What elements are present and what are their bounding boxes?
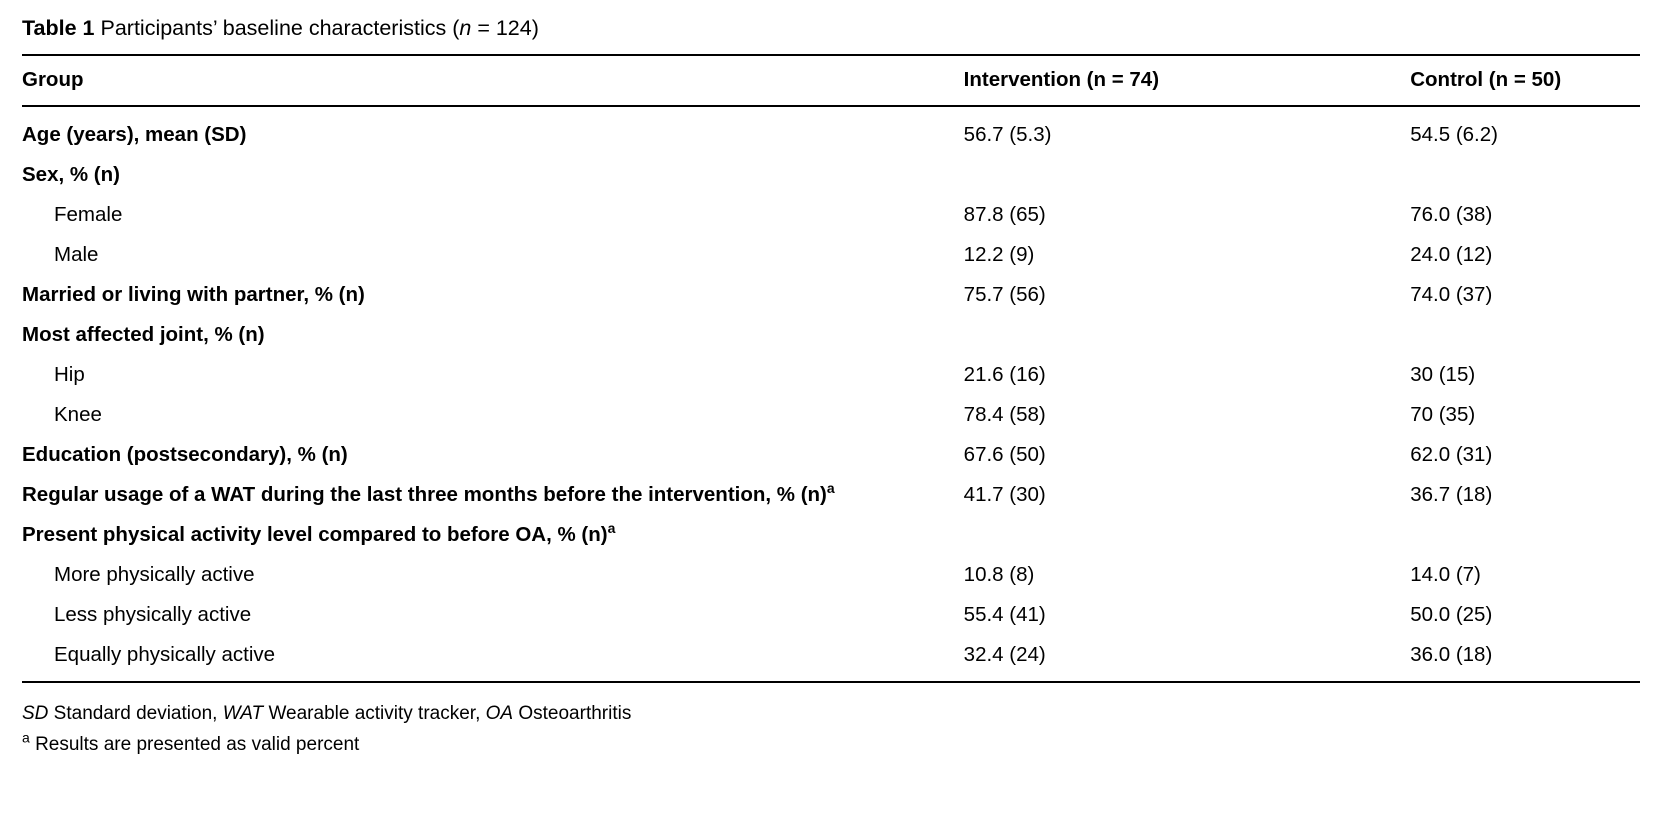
table-footnotes [22, 683, 1640, 758]
cell-intervention: 67.6 (50) [963, 443, 1046, 466]
label-superscript: a [607, 520, 616, 537]
cell-intervention [964, 315, 1411, 355]
cell-control [1410, 315, 1640, 355]
column-header-control-post: = 50) [1508, 68, 1562, 91]
column-header-control-pre: Control ( [1410, 68, 1496, 91]
cell-intervention: 41.7 (30) [963, 483, 1046, 506]
row-label: Sex, % (n) [22, 163, 120, 186]
row-label: Regular usage of a WAT during the last three months before the intervention, % $(n)^a$ [22, 480, 835, 506]
cell-control: 36.7 (18) [1410, 483, 1493, 506]
footnote-valid-percent [22, 727, 1640, 758]
table-row [22, 106, 1640, 155]
table-header [22, 55, 1640, 106]
table-body [22, 106, 1640, 682]
cell-intervention: 21.6 (16) [963, 363, 1046, 386]
table-title-pre: Participants’ baseline characteristics ( [100, 16, 460, 40]
table-label: Table 1 [22, 16, 95, 40]
cell-control: 74.0 (37) [1410, 283, 1493, 306]
cell-control [1410, 515, 1640, 555]
table-row [22, 435, 1640, 475]
table-row [22, 515, 1640, 555]
cell-control: 30 (15) [1410, 363, 1476, 386]
cell-intervention: 56.7 (5.3) [963, 123, 1052, 146]
footnote-abbr: OA [485, 703, 514, 724]
table-row [22, 475, 1640, 515]
cell-control: 36.0 (18) [1410, 643, 1493, 666]
column-header-intervention-n: n [1093, 68, 1107, 91]
row-label: Married or living with partner, % (n) [22, 283, 365, 306]
table-caption [22, 10, 1640, 54]
cell-intervention: 12.2 (9) [963, 243, 1035, 266]
table-row [22, 315, 1640, 355]
cell-control: 76.0 (38) [1410, 203, 1493, 226]
row-label: Male [54, 243, 99, 266]
column-header-intervention-post: = 74) [1106, 68, 1160, 91]
footnote-abbr-text: Standard deviation, [48, 703, 223, 724]
table-row [22, 555, 1640, 595]
cell-control: 50.0 (25) [1410, 603, 1493, 626]
footnote-marker: a [22, 729, 30, 746]
footnote-abbr-text: Wearable activity tracker, [263, 703, 486, 724]
row-label: Education (postsecondary), % (n) [22, 443, 348, 466]
column-header-intervention [964, 55, 1411, 106]
table-row [22, 235, 1640, 275]
cell-intervention: 32.4 (24) [963, 643, 1046, 666]
label-superscript: a [826, 480, 835, 497]
footnote-text: Results are presented as valid percent [29, 734, 360, 755]
table-row [22, 595, 1640, 635]
column-header-intervention-pre: Intervention ( [963, 68, 1094, 91]
table-title-post: = 124) [471, 16, 539, 40]
baseline-characteristics-table [22, 54, 1640, 683]
table-row [22, 395, 1640, 435]
cell-intervention: 10.8 (8) [963, 563, 1035, 586]
table-title-n-italic: n [459, 16, 472, 40]
table-row [22, 155, 1640, 195]
table-row [22, 635, 1640, 683]
cell-control: 14.0 (7) [1410, 563, 1481, 586]
row-label: Age (years), mean (SD) [22, 123, 247, 146]
cell-intervention [964, 155, 1411, 195]
column-header-control-n: n [1495, 68, 1509, 91]
row-label: Female [54, 203, 123, 226]
column-header-group: Group [22, 55, 964, 106]
header-row [22, 55, 1640, 106]
row-label: Hip [54, 363, 85, 386]
table-row [22, 195, 1640, 235]
row-label: Equally physically active [54, 643, 276, 666]
cell-control [1410, 155, 1640, 195]
footnote-abbreviations [22, 696, 1640, 727]
cell-intervention: 78.4 (58) [963, 403, 1046, 426]
cell-intervention: 75.7 (56) [963, 283, 1046, 306]
footnote-abbr-text: Osteoarthritis [513, 703, 632, 724]
cell-control: 54.5 (6.2) [1410, 123, 1498, 146]
cell-control: 62.0 (31) [1410, 443, 1493, 466]
row-label: Most affected joint, % (n) [22, 323, 265, 346]
cell-control: 70 (35) [1410, 403, 1476, 426]
row-label: More physically active [54, 563, 255, 586]
cell-intervention [964, 515, 1411, 555]
row-label: Present physical activity level compared to before OA, % $(n)^a$ [22, 520, 616, 546]
table-row [22, 355, 1640, 395]
table-row [22, 275, 1640, 315]
row-label: Less physically active [54, 603, 252, 626]
cell-control: 24.0 (12) [1410, 243, 1493, 266]
cell-intervention: 55.4 (41) [963, 603, 1046, 626]
column-header-control [1410, 55, 1640, 106]
cell-intervention: 87.8 (65) [963, 203, 1046, 226]
footnote-abbr: WAT [222, 703, 264, 724]
row-label: Knee [54, 403, 102, 426]
footnote-abbr: SD [22, 703, 49, 724]
